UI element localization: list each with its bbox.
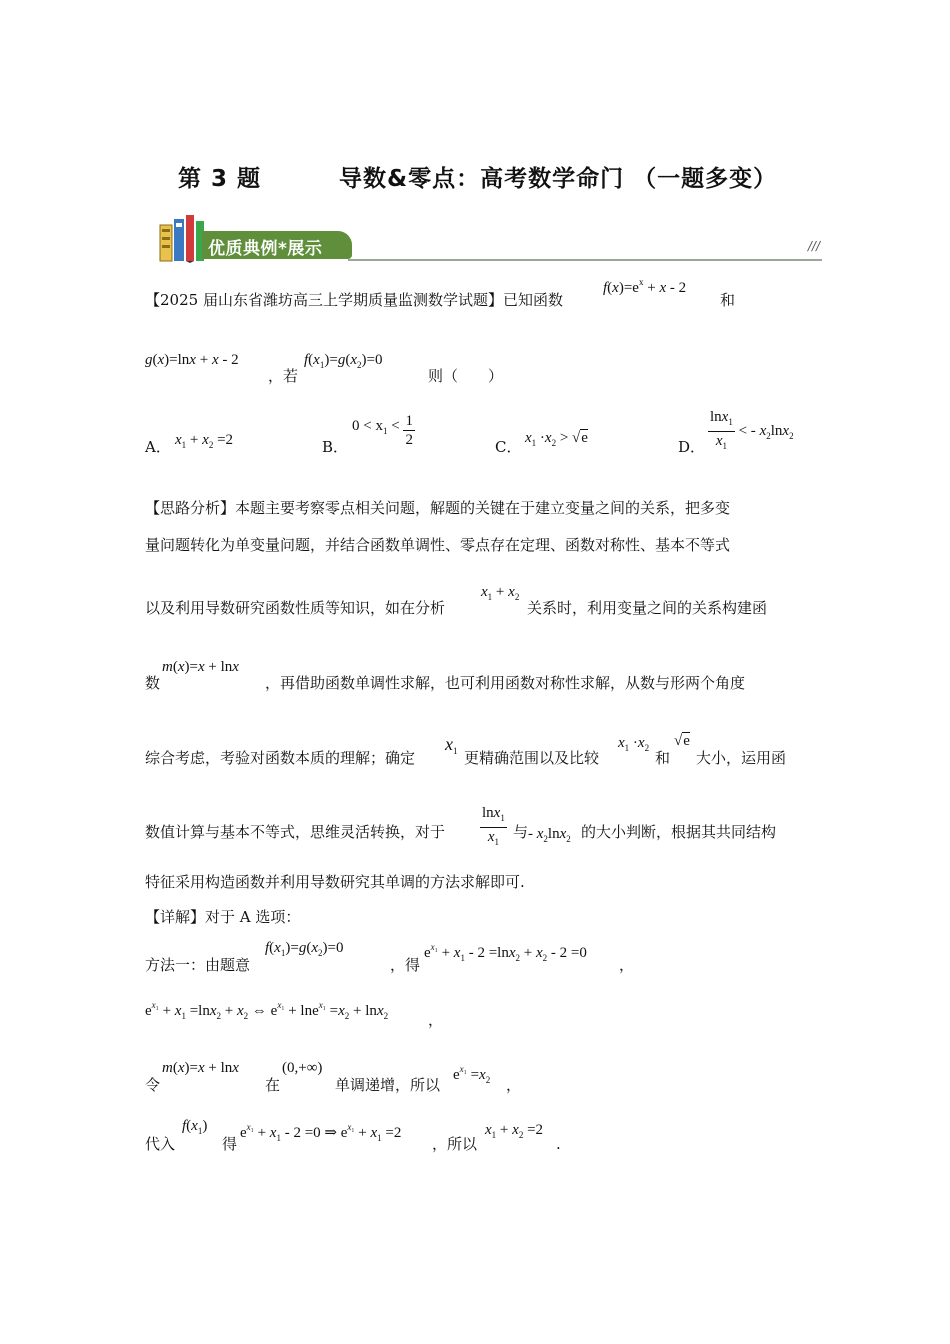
- comma-3: ，: [506, 1076, 522, 1094]
- detail-heading: 【详解】对于 A 选项：: [145, 908, 301, 926]
- then-text: 则（ ）: [428, 367, 504, 385]
- formula-equivalence: $e^{x_1} + x_1 =\ln x_2 + x_2$ ⇔ $e^{x_1} + \ln e^{x_1} =x_2 + \ln x_2$: [145, 1000, 389, 1021]
- section-banner: [158, 215, 822, 263]
- analysis-line-4b: ，再借助函数单调性求解，也可利用函数对称性求解，从数与形两个角度: [265, 674, 746, 692]
- formula-x1-plus-x2: $x_1 + x_2$: [481, 584, 520, 602]
- analysis-line-3b: 关系时，利用变量之间的关系构建函: [527, 599, 768, 617]
- option-c-label: C．: [495, 438, 522, 456]
- dairu-text: 代入: [145, 1135, 176, 1153]
- and-text: 和: [720, 291, 736, 309]
- analysis-line-6c: 的大小判断，根据其共同结构: [581, 823, 777, 841]
- problem-source: [145, 290, 563, 310]
- option-a-formula: $x_1 + x_2 =2$: [175, 432, 234, 450]
- analysis-line-4a: 数: [145, 674, 161, 692]
- analysis-line-5d: 大小，运用函: [696, 749, 787, 767]
- option-b-formula: $0 < x_1$ < $\frac{1}{2}$: [352, 413, 413, 448]
- method1-intro: 方法一：由题意: [145, 956, 251, 974]
- formula-x1-times-x2: $x_1 \cdot x_2$: [618, 735, 650, 753]
- formula-condition: $f(x_1)=g(x_2)=0$: [304, 352, 383, 370]
- formula-expanded: $e^{x_1} + x_1 - 2 =\ln x_2 + x_2 - 2 =0$: [424, 942, 587, 963]
- formula-f: $f(x)=e^x + x - 2$: [603, 277, 687, 296]
- banner-label: 优质典例*展示: [208, 239, 323, 259]
- page-title: [178, 160, 777, 193]
- option-b-label: B．: [322, 438, 349, 456]
- formula-x1: $x_1$: [445, 734, 458, 756]
- if-text: ，若: [268, 367, 299, 385]
- analysis-line-1: 【思路分析】本题主要考察零点相关问题，解题的关键在于建立变量之间的关系，把多变: [145, 499, 731, 517]
- option-c-formula: $x_1 \cdot x_2 > √e$: [525, 430, 588, 448]
- period: .: [556, 1135, 561, 1153]
- monotone-text: 单调递增，所以: [335, 1076, 441, 1094]
- method1-de: ，得: [390, 956, 421, 974]
- formula-ex1-eq-x2: $e^{x_1} =x_2$: [453, 1064, 491, 1085]
- ling-text: 令: [145, 1076, 161, 1094]
- formula-interval: (0,+∞): [282, 1060, 323, 1076]
- analysis-line-7: 特征采用构造函数并利用导数研究其单调的方法求解即可.: [145, 873, 525, 891]
- zai-text: 在: [265, 1076, 281, 1094]
- analysis-line-6b: 与: [513, 823, 529, 841]
- comma-1: ，: [619, 956, 635, 974]
- analysis-line-5a: 综合考虑，考验对函数本质的理解；确定: [145, 749, 416, 767]
- problem-source-text: 【2025 届山东省潍坊高三上学期质量监测数学试题】已知函数: [145, 291, 563, 309]
- formula-result: $x_1 + x_2 =2$: [485, 1122, 544, 1140]
- option-d-formula: $\frac{\ln x_1}{x_1}$ < - $x_2\ln x_2$: [710, 409, 794, 451]
- formula-fx1-gx2: $f(x_1)=g(x_2)=0$: [265, 940, 344, 958]
- comma-2: ，: [428, 1011, 444, 1029]
- analysis-line-5b: 更精确范围以及比较: [464, 749, 600, 767]
- title-number: 第 3 题: [178, 166, 262, 192]
- analysis-line-5c: 和: [655, 749, 671, 767]
- option-d-label: D．: [678, 438, 706, 456]
- suoyi-text: ，所以: [432, 1135, 478, 1153]
- de-text: 得: [222, 1135, 238, 1153]
- formula-fx1: $f(x_1)$: [182, 1118, 208, 1136]
- formula-neg-x2lnx2: - $x_2\ln x_2$: [528, 826, 571, 844]
- formula-sqrt-e: √e: [674, 733, 690, 749]
- title-text: 导数&零点：高考数学命门 （一题多变）: [339, 166, 778, 192]
- analysis-line-6a: 数值计算与基本不等式，思维灵活转换，对于: [145, 823, 446, 841]
- analysis-line-2: 量问题转化为单变量问题，并结合函数单调性、零点存在定理、函数对称性、基本不等式: [145, 536, 731, 554]
- formula-g: g(x)=lnx + x - 2: [145, 352, 239, 368]
- banner-slashes: ///: [807, 239, 820, 253]
- formula-m: m(x)=x + lnx: [162, 659, 239, 675]
- formula-m-def: m(x)=x + lnx: [162, 1060, 239, 1076]
- analysis-line-3a: 以及利用导数研究函数性质等知识，如在分析: [145, 599, 446, 617]
- formula-lnx1-over-x1: $\frac{\ln x_1}{x_1}$: [482, 805, 505, 847]
- formula-substitution: $e^{x_1} + x_1 - 2 =0$ ⇒ $e^{x_1} + x_1 =2$: [240, 1122, 402, 1143]
- banner-divider: [348, 259, 822, 261]
- option-a-label: A．: [145, 438, 171, 456]
